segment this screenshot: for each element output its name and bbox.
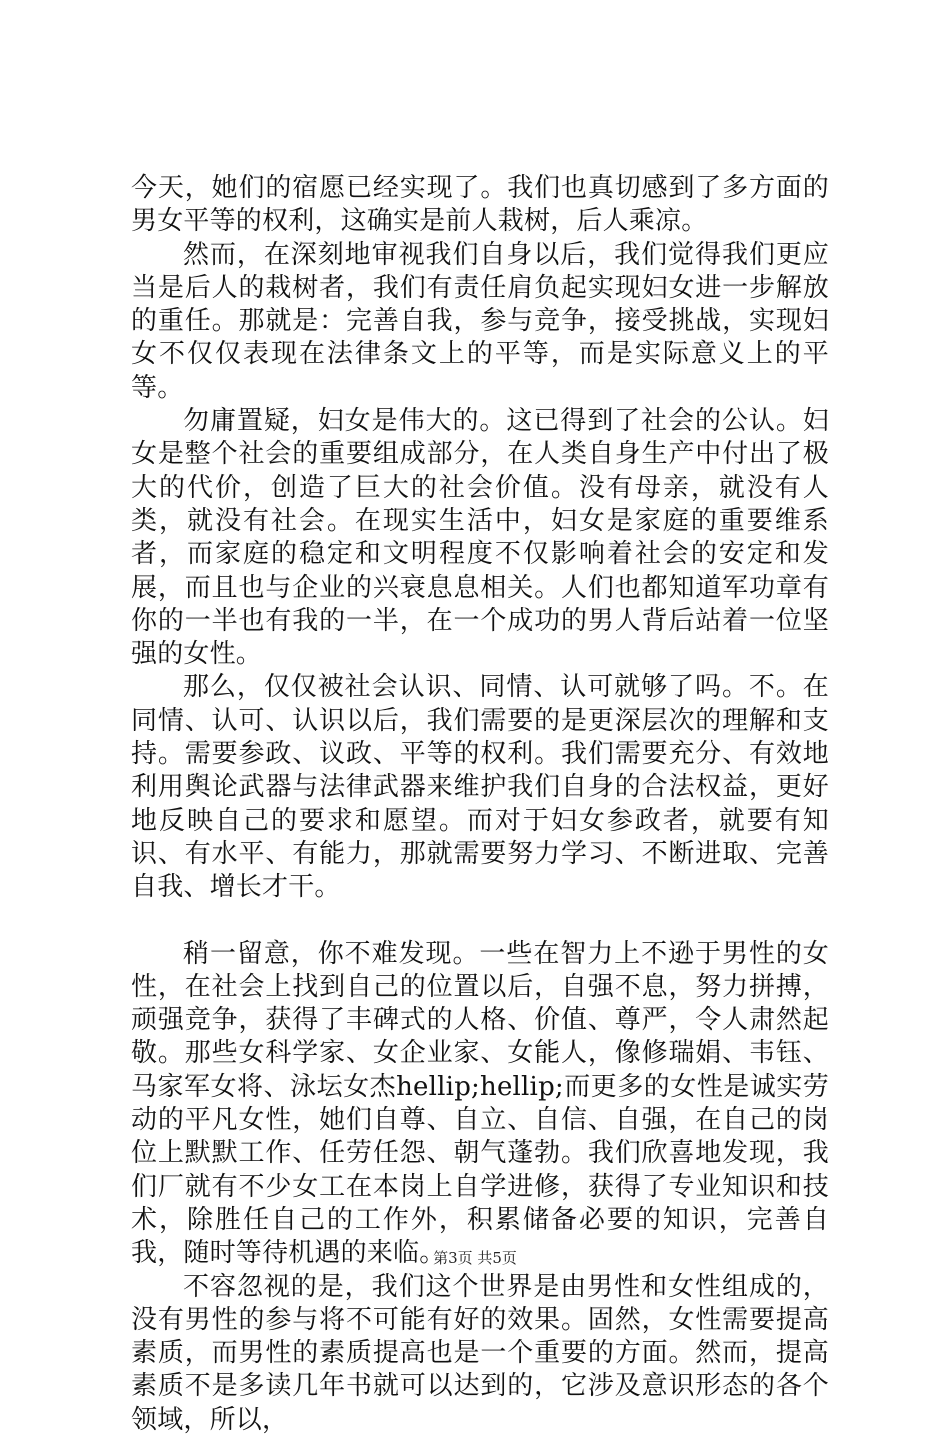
page-footer: 第3页 共5页	[433, 1249, 517, 1267]
paragraph-2: 然而，在深刻地审视我们自身以后，我们觉得我们更应当是后人的栽树者，我们有责任肩负起实现妇女进一步解放的重任。那就是：完善自我，参与竞争，接受挑战，实现妇女不仅仅表现在法律条文上的平等，而是实际意义上的平等。	[131, 239, 829, 403]
paragraph-3: 勿庸置疑，妇女是伟大的。这已得到了社会的公认。妇女是整个社会的重要组成部分，在人类自身生产中付出了极大的代价，创造了巨大的社会价值。没有母亲，就没有人类，就没有社会。在现实生活中，妇女是家庭的重要维系者，而家庭的稳定和文明程度不仅影响着社会的安定和发展，而且也与企业的兴衰息息相关。人们也都知道军功章有你的一半也有我的一半，在一个成功的男人背后站着一位坚强的女性。	[131, 406, 829, 670]
paragraph-4: 那么，仅仅被社会认识、同情、认可就够了吗。不。在同情、认可、认识以后，我们需要的是更深层次的理解和支持。需要参政、议政、平等的权利。我们需要充分、有效地利用舆论武器与法律武器来维护我们自身的合法权益，更好地反映自己的要求和愿望。而对于妇女参政者，就要有知识、有水平、有能力，那就需要努力学习、不断进取、完善自我、增长才干。	[131, 672, 829, 903]
paragraph-1: 今天，她们的宿愿已经实现了。我们也真切感到了多方面的男女平等的权利，这确实是前人栽树，后人乘凉。	[131, 173, 829, 237]
paragraph-6: 不容忽视的是，我们这个世界是由男性和女性组成的，没有男性的参与将不可能有好的效果。固然，女性需要提高素质，而男性的素质提高也是一个重要的方面。然而，提高素质不是多读几年书就可以达到的，它涉及意识形态的各个领域，所以，	[131, 1271, 829, 1435]
paragraph-5: 稍一留意，你不难发现。一些在智力上不逊于男性的女性，在社会上找到自己的位置以后，自强不息，努力拼搏，顽强竞争，获得了丰碑式的人格、价值、尊严，令人肃然起敬。那些女科学家、女企业家、女能人，像修瑞娟、韦钰、马家军女将、泳坛女杰hellip;hellip;而更多的女性是诚实劳动的平凡女性，她们自尊、自立、自信、自强，在自己的岗位上默默工作、任劳任怨、朝气蓬勃。我们欣喜地发现，我们厂就有不少女工在本岗上自学进修，获得了专业知识和技术，除胜任自己的工作外，积累储备必要的知识，完善自我，随时等待机遇的来临。	[131, 938, 829, 1269]
